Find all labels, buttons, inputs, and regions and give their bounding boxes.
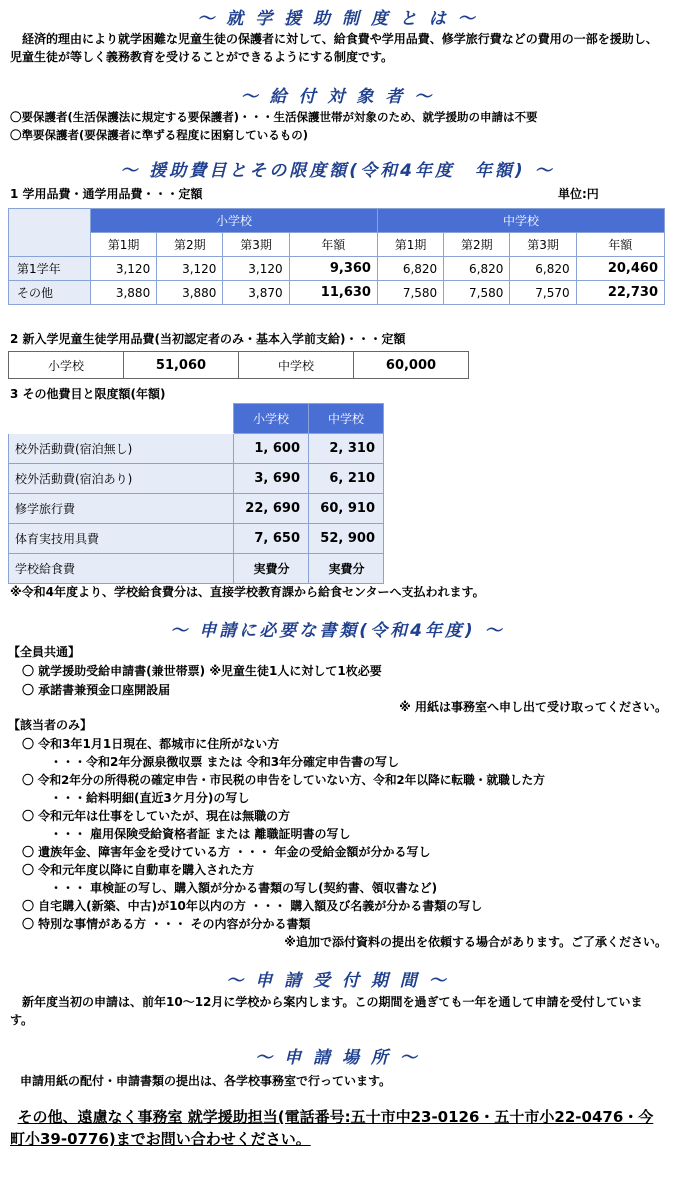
table-cell: 7,580 [444,281,510,305]
applicable-document: ・・・令和2年分源泉徴収票 または 令和3年分確定申告書の写し [50,755,400,769]
column-header: 第1期 [90,233,156,257]
column-header: 第3期 [510,233,576,257]
system-description: 経済的理由により就学困難な児童生徒の保護者に対して、給食費や学用品費、修学旅行費などの費用の一部を援助し、児童生徒が等しく義務教育を受けることができるようにする制度です。 [10,32,658,64]
table-row [9,494,384,524]
section-title-documents: ～ 申請に必要な書類(令和4年度) ～ [170,621,505,641]
common-item-1: 〇 就学援助受給申請書(兼世帯票) ※児童生徒1人に対して1枚必要 [22,664,382,678]
section-title-location: ～ 申 請 場 所 ～ [255,1048,420,1068]
table-cell: 22, 690 [234,494,309,524]
table-cell: 6,820 [444,257,510,281]
section-title-system: ～ 就 学 援 助 制 度 と は ～ [197,9,478,29]
table-row [9,281,665,305]
table-row [9,434,384,464]
table-cell: 7,580 [377,281,443,305]
table-cell: 3,120 [157,257,223,281]
applicable-document: ・・・ 車検証の写し、購入額が分かる書類の写し(契約書、領収書など) [50,881,438,895]
table-cell: 7,570 [510,281,576,305]
applicable-document: ・・・給料明細(直近3ケ月分)の写し [50,791,250,805]
table-cell: 60, 910 [309,494,384,524]
table-cell: 6,820 [377,257,443,281]
row-label: 体育実技用具費 [9,524,234,554]
table-row [9,554,384,584]
applicable-item: 〇 令和3年1月1日現在、都城市に住所がない方 [22,737,280,751]
table-cell-annual: 11,630 [289,281,377,305]
table-cell: 実費分 [309,554,384,584]
applicable-item: 〇 令和2年分の所得税の確定申告・市民税の申告をしていない方、令和2年以降に転職・就職した方 [22,773,545,787]
table-cell: 1, 600 [234,434,309,464]
subsection-3-title: 3 その他費目と限度額(年額) [10,387,166,401]
table-cell: 52, 900 [309,524,384,554]
table-cell-annual: 20,460 [576,257,664,281]
junior-high-label: 中学校 [239,352,354,379]
table-cell: 6, 210 [309,464,384,494]
row-label: 第1学年 [9,257,91,281]
form-pickup-note: ※ 用紙は事務室へ申し出て受け取ってください。 [399,700,667,714]
row-label: 校外活動費(宿泊無し) [9,434,234,464]
table-cell: 3,120 [223,257,289,281]
table-cell: 3,880 [157,281,223,305]
subsection-1-title: 1 学用品費・通学用品費・・・定額 [10,187,203,201]
section-title-period: ～ 申 請 受 付 期 間 ～ [226,971,449,991]
table-row [9,524,384,554]
supplies-table [8,208,665,305]
column-header: 第3期 [223,233,289,257]
subsection-2-title: 2 新入学児童生徒学用品費(当初認定者のみ・基本入学前支給)・・・定額 [10,332,406,346]
table-cell: 6,820 [510,257,576,281]
applicable-heading: 【該当者のみ】 [8,718,93,732]
lunch-fee-note: ※令和4年度より、学校給食費分は、直接学校教育課から給食センターへ支払われます。 [10,585,485,599]
column-header: 年額 [289,233,377,257]
column-header: 第1期 [377,233,443,257]
applicable-item: 〇 令和元年は仕事をしていたが、現在は無職の方 [22,809,291,823]
elementary-value: 51,060 [124,352,239,379]
eligibility-line-2: 〇準要保護者(要保護者に準ずる程度に困窮しているもの) [10,128,309,142]
location-description: 申請用紙の配付・申請書類の提出は、各学校事務室で行っています。 [20,1074,392,1088]
table-cell-annual: 9,360 [289,257,377,281]
row-label: 学校給食費 [9,554,234,584]
table-cell-annual: 22,730 [576,281,664,305]
column-header: 第2期 [157,233,223,257]
table-row [9,257,665,281]
table-corner [9,404,234,434]
table-cell: 実費分 [234,554,309,584]
other-expenses-table [8,403,384,584]
section-title-eligibility: ～ 給 付 対 象 者 ～ [240,87,435,107]
table-row [9,464,384,494]
unit-label: 単位:円 [558,187,599,201]
section-title-expenses: ～ 援助費目とその限度額(令和4年度 年額) ～ [120,161,555,181]
table-cell: 3,120 [90,257,156,281]
period-description: 新年度当初の申請は、前年10～12月に学校から案内します。この期間を過ぎても一年を通して申請を受付しています。 [10,995,643,1027]
applicable-item: 〇 令和元年度以降に自動車を購入された方 [22,863,255,877]
elementary-label: 小学校 [9,352,124,379]
row-label: 校外活動費(宿泊あり) [9,464,234,494]
applicable-item: 〇 自宅購入(新築、中古)が10年以内の方 ・・・ 購入額及び名義が分かる書類の写し [22,899,483,913]
common-item-2: 〇 承諾書兼預金口座開設届 [22,683,171,697]
table-cell: 2, 310 [309,434,384,464]
header-elementary: 小学校 [90,209,377,233]
applicable-item: 〇 遺族年金、障害年金を受けている方 ・・・ 年金の受給金額が分かる写し [22,845,431,859]
applicable-document: ・・・ 雇用保険受給資格者証 または 離職証明書の写し [50,827,351,841]
junior-high-value: 60,000 [354,352,469,379]
row-label: その他 [9,281,91,305]
applicable-item: 〇 特別な事情がある方 ・・・ その内容が分かる書類 [22,917,311,931]
table-cell: 3, 690 [234,464,309,494]
table-cell: 7, 650 [234,524,309,554]
new-enrollment-table [8,351,469,379]
eligibility-line-1: 〇要保護者(生活保護法に規定する要保護者)・・・生活保護世帯が対象のため、就学援助の申請は不要 [10,110,538,124]
header-junior-high: 中学校 [377,209,664,233]
column-header: 年額 [576,233,664,257]
common-heading: 【全員共通】 [8,645,81,659]
additional-docs-note: ※追加で添付資料の提出を依頼する場合があります。ご了承ください。 [284,935,667,949]
table-cell: 3,880 [90,281,156,305]
table-cell: 3,870 [223,281,289,305]
column-header: 第2期 [444,233,510,257]
header-elementary: 小学校 [234,404,309,434]
contact-info: その他、遠慮なく事務室 就学援助担当(電話番号:五十市中23-0126・五十市小22-0476・今町小39-0776)までお問い合わせください。 [10,1108,654,1148]
header-junior-high: 中学校 [309,404,384,434]
row-label: 修学旅行費 [9,494,234,524]
table-corner [9,209,91,257]
